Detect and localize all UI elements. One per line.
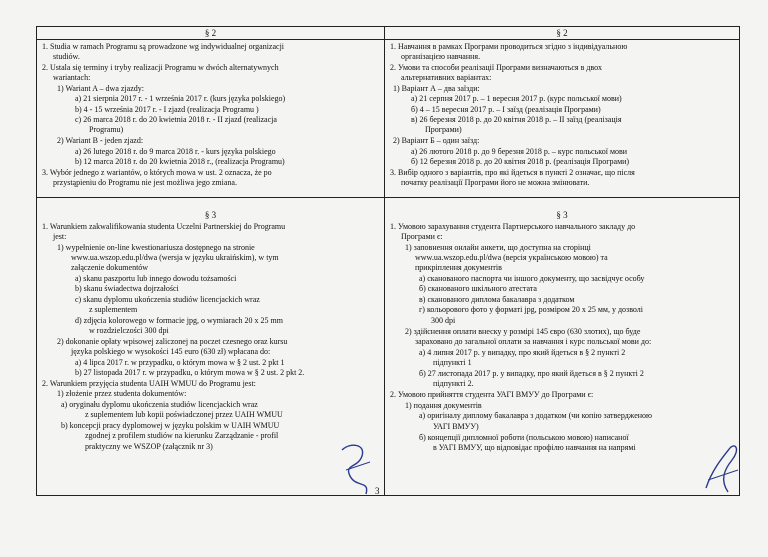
- right-s3-line: прикріплення документів: [415, 263, 502, 272]
- right-s3-line: а) оригіналу диплому бакалавра з додатком (чи копію затвердженою: [419, 411, 653, 420]
- left-s3-line: praktyczny we WSZOP (załącznik nr 3): [85, 442, 213, 451]
- right-s3-line: підпункті 2.: [433, 379, 474, 388]
- left-section-2-title: § 2: [204, 28, 217, 38]
- signature-mark: [336, 440, 378, 500]
- left-s3-line: zgodnej z profilem studiów na kierunku Zarządzanie - profil: [85, 431, 279, 440]
- left-s3-line: b) skanu świadectwa dojrzałości: [75, 284, 179, 293]
- left-s2-line: 2. Ustala się terminy i tryby realizacji Programu w dwóch alternatywnych: [42, 63, 279, 72]
- left-s3-line: 2. Warunkiem przyjęcia studenta UAIH WMUU do Programu jest:: [42, 379, 256, 388]
- right-s3-line: а) 4 липня 2017 р. у випадку, про який йдеться в § 2 пункті 2: [419, 348, 626, 357]
- left-s3-line: www.ua.wszop.edu.pl/dwa (wersja w języku ukraińskim), w tym: [71, 253, 279, 262]
- right-s2-line: початку реалізації Програми його не можна змінювати.: [401, 178, 590, 187]
- right-s3-line: г) кольорового фото у форматі jpg, розміром 20 х 25 мм, у дозволі: [419, 305, 644, 314]
- right-s2-line: б) 12 березня 2018 р. до 20 квітня 2018 р. (реалізація Програми): [411, 157, 630, 166]
- left-s3-line: 1) wypełnienie on-line kwestionariusza dostępnego na stronie: [57, 243, 255, 252]
- left-s2-line: a) 21 sierpnia 2017 r. - 1 września 2017 r. (kurs języka polskiego): [75, 94, 286, 103]
- divider: [37, 39, 384, 40]
- left-s3-line: języka polskiego w wysokości 145 euro (630 zł) wpłacana do:: [71, 347, 271, 356]
- left-s3-line: z suplementem lub kopii poświadczonej przez UAIH WMUU: [85, 410, 283, 419]
- right-s3-line: підпункті 1: [433, 358, 472, 367]
- left-s3-line: 1. Warunkiem zakwalifikowania studenta Uczelni Partnerskiej do Programu: [42, 222, 286, 231]
- left-s3-line: a) 4 lipca 2017 r. w przypadku, o którym mowa w § 2 ust. 2 pkt 1: [75, 358, 285, 367]
- left-s3-line: w rozdzielczości 300 dpi: [89, 326, 169, 335]
- left-s3-line: 2) dokonanie opłaty wpisowej zaliczonej na poczet czesnego oraz kursu: [57, 337, 288, 346]
- left-s3-line: a) oryginału dyplomu ukończenia studiów licencjackich wraz: [61, 400, 258, 409]
- right-s3-line: www.ua.wszop.edu.pl/dwa (версія українською мовою) та: [415, 253, 608, 262]
- left-s3-line: b) koncepcji pracy dyplomowej w języku polskim w UAIH WMUU: [61, 421, 280, 430]
- left-s2-line: 3. Wybór jednego z wariantów, o których mowa w ust. 2 oznacza, że po: [42, 168, 272, 177]
- right-s3-line: 1. Умовою зарахування студента Партнерського навчального закладу до: [390, 222, 636, 231]
- right-s3-line: 1) подання документів: [405, 401, 482, 410]
- left-s2-line: wariantach:: [53, 73, 91, 82]
- left-s2-line: b) 12 marca 2018 r. do 20 kwietnia 2018 r., (realizacja Programu): [75, 157, 285, 166]
- right-s3-line: б) сканованого шкільного атестата: [419, 284, 537, 293]
- left-s2-line: 2) Wariant B - jeden zjazd:: [57, 136, 144, 145]
- right-s3-line: 300 dpi: [431, 316, 456, 325]
- right-s2-line: в) 26 березня 2018 р. до 20 квітня 2018 р. – II заїзд (реалізація: [411, 115, 622, 124]
- right-s2-line: організацією навчання.: [401, 52, 481, 61]
- right-s3-line: 2. Умовою прийняття студента УАГІ ВМУУ до Програми є:: [390, 390, 594, 399]
- left-s2-line: przystąpieniu do Programu nie jest możliwa jego zmiana.: [53, 178, 237, 187]
- right-s3-line: Програми є:: [401, 232, 443, 241]
- left-s2-line: a) 26 lutego 2018 r. do 9 marca 2018 r. - kurs języka polskiego: [75, 147, 276, 156]
- left-s2-line: 1. Studia w ramach Programu są prowadzone wg indywidualnej organizacji: [42, 42, 285, 51]
- left-s3-line: b) 27 listopada 2017 r. w przypadku, o którym mowa w § 2 ust. 2 pkt 2.: [75, 368, 305, 377]
- left-s3-line: z suplementem: [89, 305, 138, 314]
- right-s2-line: 3. Вибір одного з варіантів, про які йдеться в пункті 2 означає, що після: [390, 168, 635, 177]
- left-s3-line: załączenie dokumentów: [71, 263, 149, 272]
- right-s3-line: УАГІ ВМУУ): [433, 422, 479, 431]
- bilingual-table: [36, 26, 740, 496]
- right-s2-line: альтернативних варіантах:: [401, 73, 492, 82]
- left-s3-line: 1) złożenie przez studenta dokumentów:: [57, 389, 187, 398]
- left-s3-line: a) skanu paszportu lub innego dowodu tożsamości: [75, 274, 237, 283]
- right-s2-line: Програми): [425, 125, 462, 134]
- right-s3-line: 2) здійснення оплати внеску у розмірі 145 євро (630 злотих), що буде: [405, 327, 641, 336]
- right-s2-line: а) 21 серпня 2017 р. – 1 вересня 2017 р. (курс польської мови): [411, 94, 622, 103]
- left-s3-line: d) zdjęcia kolorowego w formacie jpg, o wymiarach 20 x 25 mm: [75, 316, 283, 325]
- right-s3-line: а) сканованого паспорта чи іншого документу, що засвідчує особу: [419, 274, 645, 283]
- right-s2-line: 2) Варіант Б – один заїзд:: [393, 136, 480, 145]
- left-s2-line: c) 26 marca 2018 r. do 20 kwietnia 2018 r. - II zjazd (realizacja: [75, 115, 277, 124]
- right-s2-line: 1) Варіант А – два заїзди:: [393, 84, 480, 93]
- signature-mark: [700, 440, 744, 498]
- right-section-2-title: § 2: [556, 28, 568, 38]
- left-s2-line: studiów.: [53, 52, 80, 61]
- left-s2-line: Programu): [89, 125, 124, 134]
- right-s3-line: б) концепції дипломної роботи (польською мовою) написаної: [419, 433, 629, 442]
- divider: [385, 197, 739, 198]
- left-s2-line: b) 4 - 15 września 2017 r. - I zjazd (realizacja Programu ): [75, 105, 259, 114]
- left-s2-line: 1) Wariant A – dwa zjazdy:: [57, 84, 144, 93]
- right-s2-line: 1. Навчання в рамках Програми проводиться згідно з індивідуальною: [390, 42, 628, 51]
- left-s3-line: jest:: [53, 232, 67, 241]
- divider: [385, 39, 739, 40]
- left-s3-line: c) skanu dyplomu ukończenia studiów licencjackich wraz: [75, 295, 260, 304]
- right-s3-line: в) сканованого диплома бакалавра з додатком: [419, 295, 575, 304]
- right-s3-line: б) 27 листопада 2017 р. у випадку, про який йдеться в § 2 пункті 2: [419, 369, 644, 378]
- right-s3-line: 1) заповнення онлайн анкети, що доступна на сторінці: [405, 243, 591, 252]
- ukrainian-column: [384, 27, 739, 495]
- right-s2-line: 2. Умови та способи реалізації Програми визначаються в двох: [390, 63, 602, 72]
- divider: [37, 197, 384, 198]
- polish-column: [37, 27, 384, 495]
- right-section-3-title: § 3: [556, 210, 568, 220]
- right-s3-line: в УАГІ ВМУУ, що відповідає профілю навчання на напрямі: [433, 443, 636, 452]
- left-section-3-title: § 3: [204, 210, 217, 220]
- right-s2-line: а) 26 лютого 2018 р. до 9 березня 2018 р. – курс польської мови: [411, 147, 628, 156]
- right-s3-line: зараховано до загальної оплати за навчання і курс польської мови до:: [415, 337, 652, 346]
- right-s2-line: б) 4 – 15 вересня 2017 р. – I заїзд (реалізація Програми): [411, 105, 601, 114]
- page-number: 3: [375, 486, 380, 496]
